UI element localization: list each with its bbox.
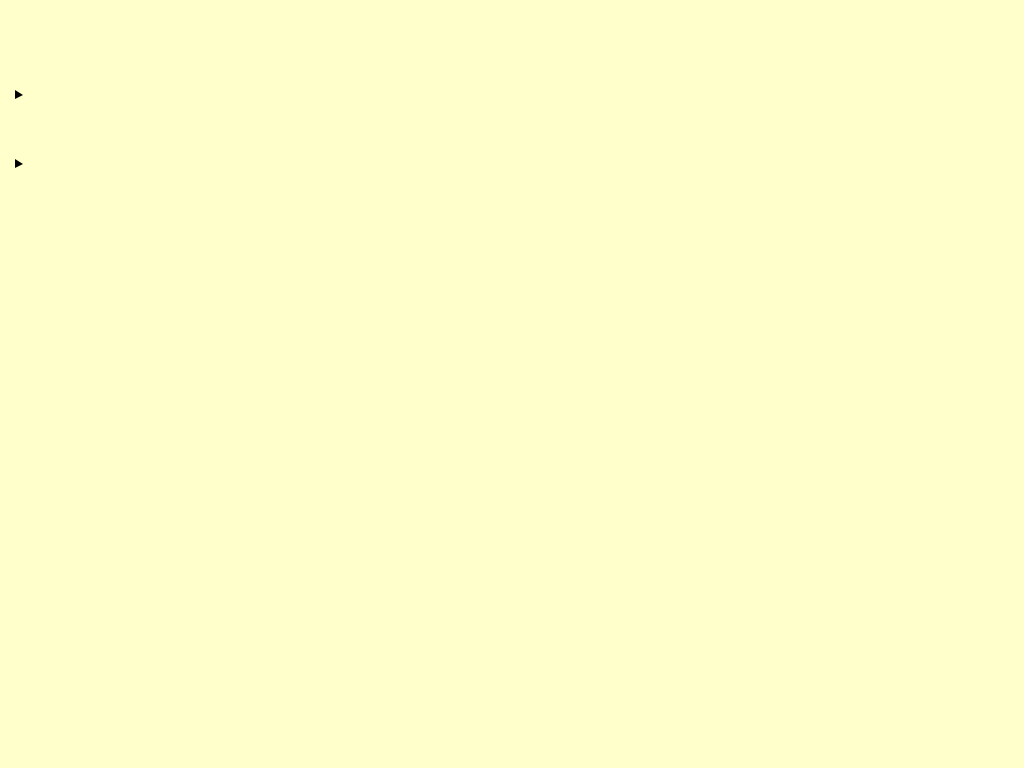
arrow-bullet-icon bbox=[12, 88, 26, 100]
arrow-bullet-icon bbox=[12, 157, 26, 169]
reference-paragraph-1 bbox=[12, 78, 1016, 113]
top-decorative-banner bbox=[0, 0, 1024, 52]
bottom-decorative-banner bbox=[0, 756, 1024, 768]
reference-paragraph-2 bbox=[12, 147, 1016, 182]
slide-content bbox=[12, 78, 1016, 216]
